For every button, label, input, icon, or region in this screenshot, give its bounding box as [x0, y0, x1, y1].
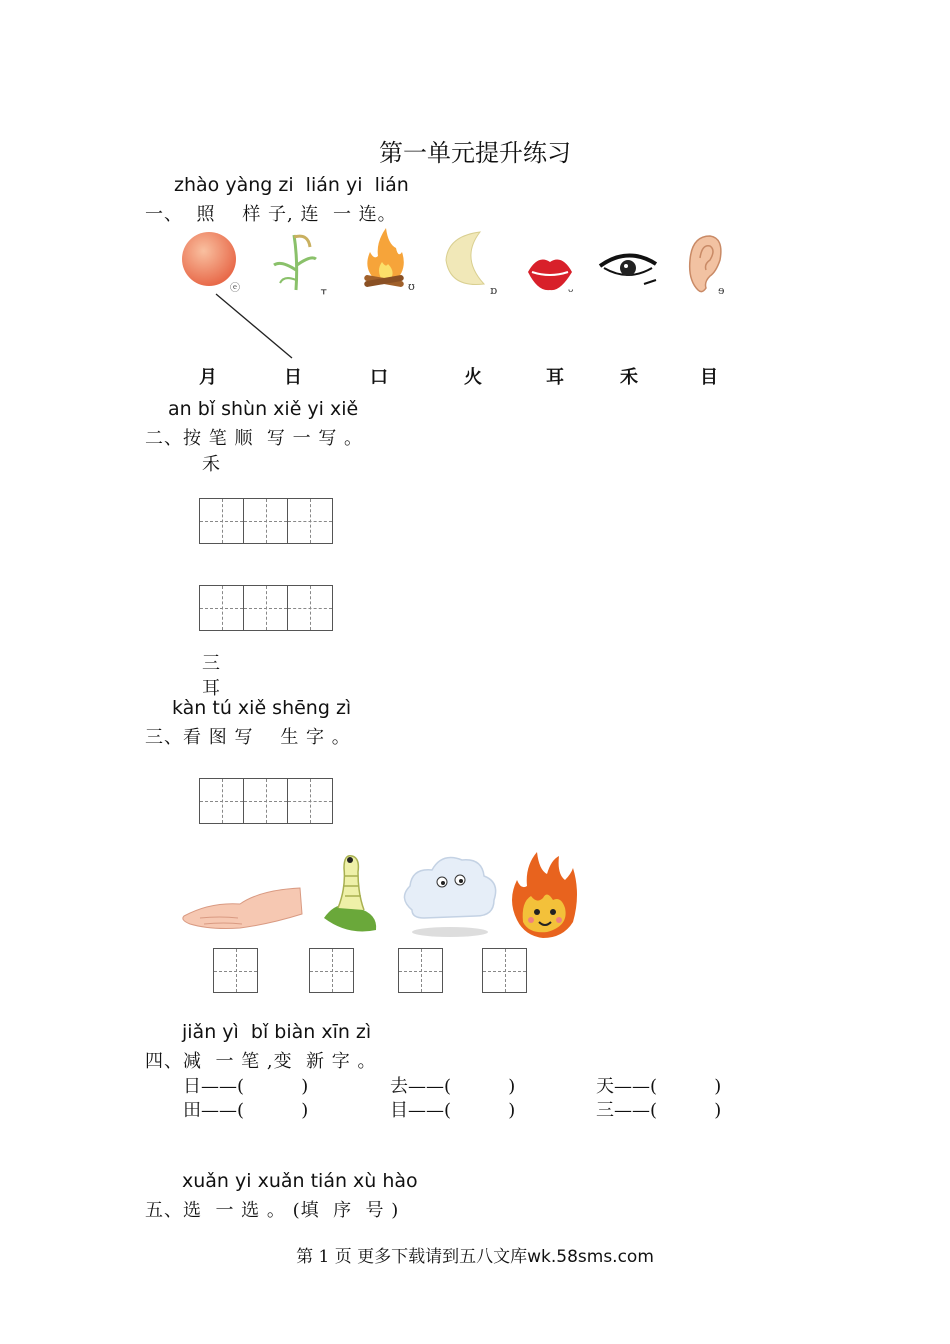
q3-instruction: 三、看 图 写 生 字 。: [145, 727, 351, 748]
q4-item-mu: 目——( ): [390, 1100, 516, 1121]
worm-picture: [318, 848, 383, 938]
char-huo: 火: [464, 367, 482, 388]
char-kou: 口: [370, 367, 388, 388]
answer-box-flame[interactable]: [482, 948, 527, 993]
q2-char-he: 禾: [202, 454, 220, 475]
cloud-picture: [398, 848, 503, 938]
char-yue: 月: [199, 367, 217, 388]
q3-pinyin: kàn tú xiě shēng zì: [172, 697, 352, 719]
q4-item-tian: 天——( ): [596, 1076, 722, 1097]
flame-picture: [507, 850, 582, 940]
answer-box-worm[interactable]: [309, 948, 354, 993]
q4-item-ri: 日——( ): [183, 1076, 309, 1097]
svg-text:ʊ: ʊ: [408, 280, 415, 293]
q2-instruction: 二、按 笔 顺 写 一 写 。: [145, 428, 364, 449]
q1-pinyin: zhào yàng zi lián yi lián: [174, 174, 409, 196]
svg-text:ɘ: ɘ: [718, 284, 725, 297]
svg-text:ⓔ: ⓔ: [230, 283, 240, 294]
q2-pinyin: an bǐ shùn xiě yi xiě: [168, 398, 359, 420]
page-footer: [0, 1242, 950, 1267]
hand-picture: [180, 880, 305, 935]
q1-instruction: 一、 照 样 子, 连 一 连。: [145, 204, 397, 225]
char-er: 耳: [546, 367, 564, 388]
example-connecting-line: [0, 0, 950, 400]
footer-site-link[interactable]: wk.58sms.com: [527, 1247, 654, 1267]
writing-grid-3[interactable]: [199, 778, 333, 824]
q4-instruction: 四、减 一 笔 ,变 新 字 。: [145, 1051, 377, 1072]
char-ri: 日: [284, 367, 302, 388]
writing-grid-2[interactable]: [199, 585, 333, 631]
answer-box-cloud[interactable]: [398, 948, 443, 993]
q2-char-san: 三: [202, 653, 220, 674]
svg-text:ɒ: ɒ: [490, 284, 498, 297]
q5-pinyin: xuǎn yi xuǎn tián xù hào: [182, 1170, 418, 1192]
q4-pinyin: jiǎn yì bǐ biàn xīn zì: [182, 1021, 372, 1043]
q5-instruction: 五、选 一 选 。 (填 序 号 ): [145, 1200, 400, 1221]
char-mu: 目: [700, 367, 718, 388]
svg-text:ᴗ: ᴗ: [568, 285, 574, 295]
q2-char-er: 耳: [202, 678, 220, 699]
answer-box-hand[interactable]: [213, 948, 258, 993]
q4-item-tian-field: 田——( ): [183, 1100, 309, 1121]
page-title: 第一单元提升练习: [379, 139, 571, 167]
q4-item-qu: 去——( ): [390, 1076, 516, 1097]
svg-text:ᚁ: ᚁ: [321, 283, 327, 296]
footer-text: 第 1 页 更多下载请到五八文库: [296, 1247, 528, 1267]
writing-grid-1[interactable]: [199, 498, 333, 544]
char-he: 禾: [620, 367, 638, 388]
q4-item-san: 三——( ): [596, 1100, 722, 1121]
